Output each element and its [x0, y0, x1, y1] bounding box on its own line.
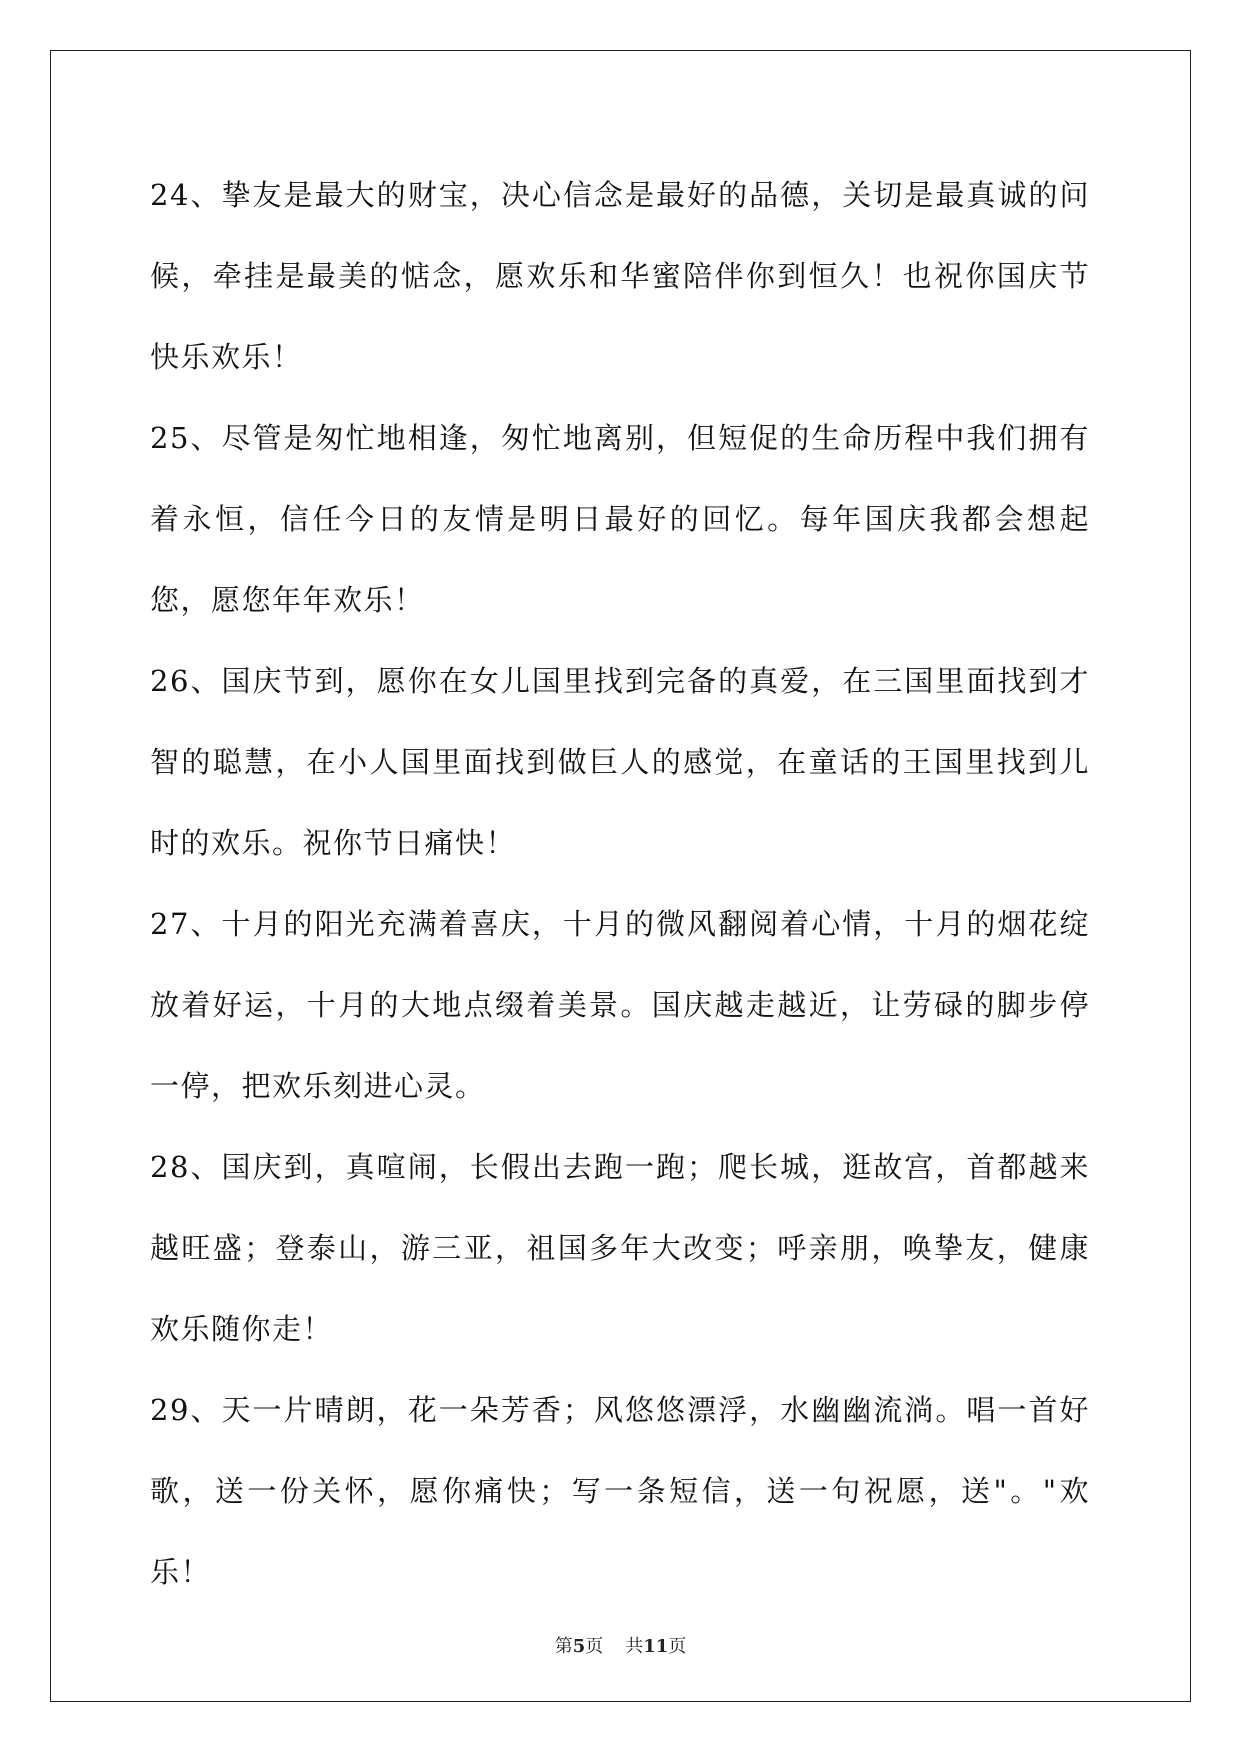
- paragraph-24: 24、挚友是最大的财宝，决心信念是最好的品德，关切是最真诚的问候，牵挂是最美的惦念，愿欢乐和华蜜陪伴你到恒久！也祝你国庆节快乐欢乐！: [150, 178, 1090, 374]
- paragraph-28: 28、国庆到，真喧闹，长假出去跑一跑；爬长城，逛故宫，首都越来越旺盛；登泰山，游三亚，祖国多年大改变；呼亲朋，唤挚友，健康欢乐随你走！: [150, 1150, 1090, 1346]
- document-body: [150, 155, 1090, 1613]
- page-total: 11: [643, 1636, 669, 1657]
- paragraph-25: 25、尽管是匆忙地相逢，匆忙地离别，但短促的生命历程中我们拥有着永恒，信任今日的友情是明日最好的回忆。每年国庆我都会想起您，愿您年年欢乐！: [150, 421, 1090, 617]
- page-footer: [0, 1632, 1241, 1658]
- paragraph-27: 27、十月的阳光充满着喜庆，十月的微风翻阅着心情，十月的烟花绽放着好运，十月的大地点缀着美景。国庆越走越近，让劳碌的脚步停一停，把欢乐刻进心灵。: [150, 907, 1090, 1103]
- total-suffix: 页: [668, 1636, 687, 1657]
- page-prefix: 第: [554, 1636, 573, 1657]
- paragraph-29: 29、天一片晴朗，花一朵芳香；风悠悠漂浮，水幽幽流淌。唱一首好歌，送一份关怀，愿你痛快；写一条短信，送一句祝愿，送"。"欢乐！: [150, 1393, 1090, 1589]
- page-suffix: 页: [585, 1636, 604, 1657]
- paragraph-26: 26、国庆节到，愿你在女儿国里找到完备的真爱，在三国里面找到才智的聪慧，在小人国里面找到做巨人的感觉，在童话的王国里找到儿时的欢乐。祝你节日痛快！: [150, 664, 1090, 860]
- page-current: 5: [572, 1636, 586, 1657]
- total-prefix: 共: [625, 1636, 644, 1657]
